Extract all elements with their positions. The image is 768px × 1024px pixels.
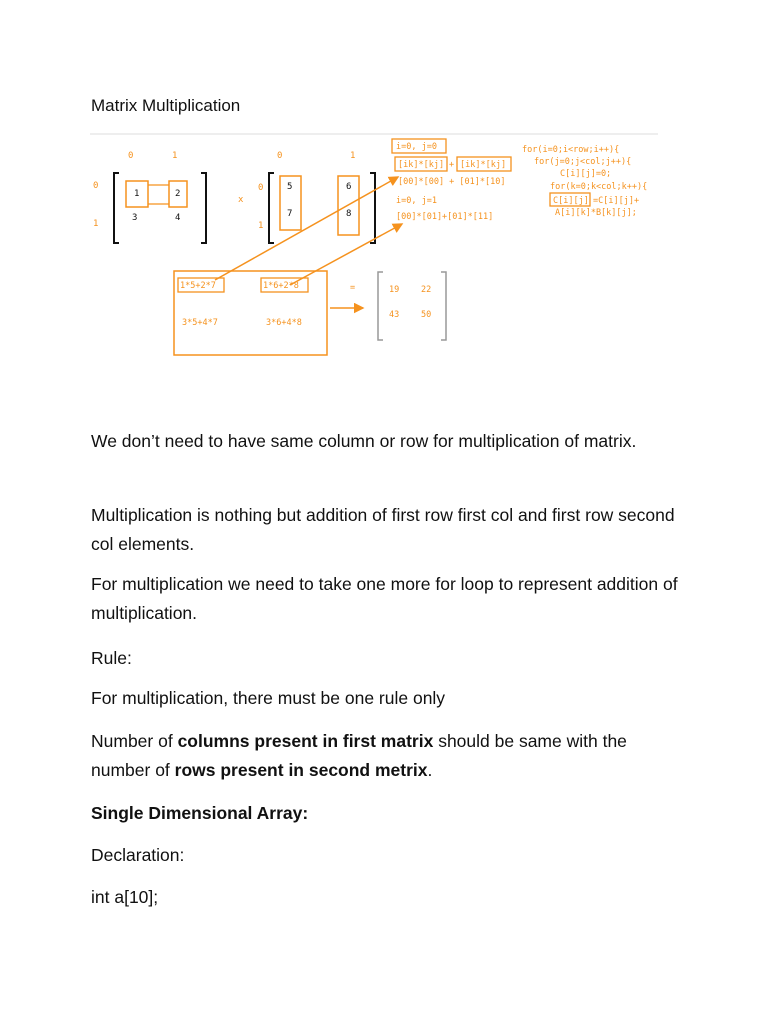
work-equals: = (350, 283, 356, 293)
rule-text-e: . (427, 760, 433, 780)
matrix-b-row-label-1: 1 (258, 221, 264, 231)
paragraph-1: We don’t need to have same column or row for multiplication of matrix. (91, 431, 637, 451)
matrix-a-left-bracket (114, 173, 119, 243)
rule-bold-rows: rows present in second metrix (174, 760, 428, 780)
matrix-b-cell-00: 5 (287, 182, 293, 192)
result-right-bracket (441, 272, 446, 340)
second-index-note: i=0, j=1 (396, 196, 437, 206)
arrow-to-expand-2 (290, 224, 402, 285)
matrix-b-right-bracket (370, 173, 375, 243)
rule-text-c: should be same with the number of (91, 731, 627, 780)
result-cell-10: 43 (389, 310, 400, 320)
work-cell-11: 3*6+4*8 (266, 318, 302, 328)
matrix-a-row-label-1: 1 (93, 219, 99, 229)
matrix-b-col-label-0: 0 (277, 151, 283, 161)
code-line-5a: C[i][j] (553, 196, 589, 206)
matrix-b-row-label-0: 0 (258, 183, 264, 193)
times-sign: x (238, 195, 244, 205)
matrix-a-cell-10: 3 (132, 213, 138, 223)
paragraph-rule-heading: Rule: (91, 648, 132, 668)
paragraph-declaration: Declaration: (91, 845, 185, 865)
paragraph-3: For multiplication we need to take one more for loop to represent addition of multiplication. (91, 574, 678, 623)
work-cell-00: 1*5+2*7 (180, 281, 216, 291)
code-line-5b: =C[i][j]+ (593, 196, 640, 206)
result-cell-00: 19 (389, 285, 400, 295)
matrix-b-cell-10: 7 (287, 209, 293, 219)
expand-1-note: [00]*[00] + [01]*[10] (398, 177, 506, 187)
paragraph-rule-only: For multiplication, there must be one rule only (91, 688, 446, 708)
matrix-a-right-bracket (201, 173, 206, 243)
first-index-note: i=0, j=0 (396, 142, 437, 152)
paragraph-rule-statement (91, 727, 681, 785)
matrix-a-cell-00: 1 (134, 189, 140, 199)
result-left-bracket (378, 272, 383, 340)
matrix-b-col-label-1: 1 (350, 151, 356, 161)
code-line-2: for(j=0;j<col;j++){ (534, 157, 632, 167)
rule-bold-columns: columns present in first matrix (177, 731, 434, 751)
matrix-a-col-label-1: 1 (172, 151, 178, 161)
result-cell-01: 22 (421, 285, 432, 295)
code-line-1: for(i=0;i<row;i++){ (522, 145, 620, 155)
arrow-to-product (215, 177, 398, 280)
matrix-a-cell-01: 2 (175, 189, 181, 199)
matrix-b-cell-01: 6 (346, 182, 352, 192)
matrix-multiplication-figure (90, 133, 658, 373)
code-line-6: A[i][k]*B[k][j]; (555, 208, 637, 218)
code-example-int-array: int a[10]; (91, 887, 159, 907)
work-cell-10: 3*5+4*7 (182, 318, 218, 328)
product-a-note: [ik]*[kj] (398, 160, 445, 170)
result-cell-11: 50 (421, 310, 432, 320)
matrix-b-left-bracket (269, 173, 274, 243)
product-plus: + (449, 160, 455, 170)
page-title: Matrix Multiplication (91, 96, 241, 115)
code-line-4: for(k=0;k<col;k++){ (550, 182, 648, 192)
matrix-a-col-label-0: 0 (128, 151, 134, 161)
rule-text-a: Number of (91, 731, 178, 751)
matrix-a-row-label-0: 0 (93, 181, 99, 191)
expand-2-note: [00]*[01]+[01]*[11] (396, 212, 494, 222)
code-line-3: C[i][j]=0; (560, 169, 612, 179)
matrix-a-cell-11: 4 (175, 213, 181, 223)
section-heading-single-array: Single Dimensional Array: (91, 803, 309, 823)
matrix-b-cell-11: 8 (346, 209, 352, 219)
work-cell-01: 1*6+2*8 (263, 281, 299, 291)
paragraph-2: Multiplication is nothing but addition of first row first col and first row second col elements. (91, 505, 675, 554)
product-b-note: [ik]*[kj] (460, 160, 507, 170)
